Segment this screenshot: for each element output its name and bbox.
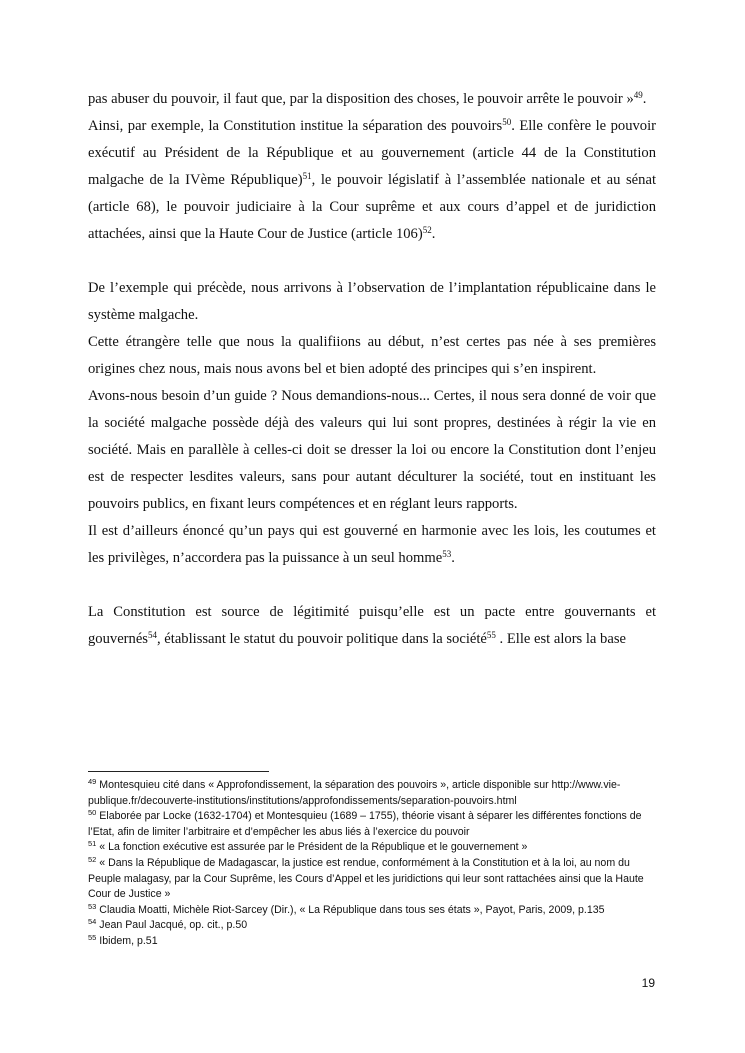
footnote-text: Claudia Moatti, Michèle Riot-Sarcey (Dir.), « La République dans tous ses états », Payot, Paris, 2009, p.135: [96, 903, 605, 916]
text-run: Avons-nous besoin d’un guide ? Nous demandions-nous... Certes, il nous sera donné de voir que la société malgache possède déjà des valeurs qui lui sont propres, destinées à régir la vie en société. Mais en parallèle à celles-ci doit se dresser la loi ou encore la Constitution dont l’enjeu est de respecter lesdites valeurs, sans pour autant déculturer la société, tout en instituant les pouvoirs publics, en fixant leurs compétences et en réglant leurs rapports.: [88, 388, 656, 512]
footnote-text: Ibidem, p.51: [96, 934, 158, 947]
page-number: 19: [641, 976, 655, 990]
text-run: La Constitution est source de légitimité puisqu’elle est un pacte entre gouvernants et gouvernés: [88, 604, 656, 647]
text-run: Cette étrangère telle que nous la qualifiions au début, n’est certes pas née à ses premières origines chez nous, mais nous avons bel et bien adopté des principes qui s’en inspirent.: [88, 334, 656, 377]
paragraph-gap: [88, 572, 656, 599]
footnote-ref[interactable]: 55: [486, 630, 496, 640]
footnote-ref[interactable]: 49: [633, 90, 643, 100]
footnote-ref[interactable]: 54: [147, 630, 157, 640]
paragraph: [88, 518, 656, 572]
footnote-separator: [88, 771, 269, 772]
body-text: [88, 86, 656, 653]
footnote-ref[interactable]: 51: [302, 171, 312, 181]
text-run: . Elle confère le pouvoir exécutif au Président de la République et au gouvernement (article 44 de la Constitution malgache de la IVème République): [88, 118, 657, 188]
paragraph: [88, 383, 656, 518]
text-run: Il est d’ailleurs énoncé qu’un pays qui est gouverné en harmonie avec les lois, les coutumes et les privilèges, n’accordera pas la puissance à un seul homme: [88, 523, 656, 566]
footnote-number: 49: [88, 777, 97, 786]
footnote-ref[interactable]: 50: [502, 117, 512, 127]
footnote-text: « Dans la République de Madagascar, la justice est rendue, conformément à la Constitution et à la loi, au nom du Peuple malagasy, par la Cour Suprême, les Cours d’Appel et les juridictions qui leur sont rattachées ainsi que la Haute Cour de Justice »: [88, 856, 644, 901]
footnote: [88, 918, 658, 934]
paragraph: [88, 329, 656, 383]
footnote: [88, 840, 658, 856]
footnote-number: 54: [88, 917, 97, 927]
text-run: . Elle est alors la base: [495, 631, 626, 647]
text-run: .: [431, 226, 436, 242]
text-run: , le pouvoir législatif à l’assemblée nationale et au sénat (article 68), le pouvoir judiciaire à la Cour suprême et aux cours d’appel et de juridiction attachées, ainsi que la Haute Cour de Justice (article 106): [88, 172, 656, 242]
footnote: [88, 809, 658, 840]
paragraph: [88, 599, 656, 653]
paragraph: [88, 113, 656, 248]
footnote-number: 50: [88, 808, 97, 818]
text-run: .: [451, 550, 455, 566]
text-run: De l’exemple qui précède, nous arrivons à l’observation de l’implantation républicaine dans le système malgache.: [88, 280, 656, 323]
footnotes: [88, 778, 658, 950]
footnote: [88, 856, 658, 903]
footnote-text: Jean Paul Jacqué, op. cit., p.50: [96, 919, 248, 932]
footnote-number: 52: [88, 854, 97, 864]
footnote-ref[interactable]: 53: [442, 549, 452, 559]
footnote-text: Montesquieu cité dans « Approfondissement, la séparation des pouvoirs », article disponible sur http://www.vie-publique.fr/decouverte-institutions/institutions/approfondissements/separation-pouvoirs.html: [88, 779, 621, 807]
paragraph: [88, 275, 656, 329]
footnote-ref[interactable]: 52: [422, 225, 432, 235]
footnote-number: 51: [88, 839, 97, 849]
text-run: Ainsi, par exemple, la Constitution institue la séparation des pouvoirs: [88, 118, 503, 134]
footnote-text: « La fonction exécutive est assurée par le Président de la République et le gouvernement »: [96, 841, 528, 854]
text-run: , établissant le statut du pouvoir politique dans la société: [156, 631, 487, 647]
paragraph-gap: [88, 248, 656, 275]
footnote-number: 53: [88, 901, 97, 911]
footnote: [88, 934, 658, 950]
text-run: pas abuser du pouvoir, il faut que, par la disposition des choses, le pouvoir arrête le pouvoir »: [88, 91, 634, 107]
footnote: [88, 903, 658, 919]
footnote: [88, 778, 658, 809]
footnote-text: Elaborée par Locke (1632-1704) et Montesquieu (1689 – 1755), théorie visant à séparer les différentes fonctions de l’Etat, afin de limiter l’arbitraire et d’empêcher les abus liés à l’exercice du pouvoir: [88, 810, 642, 838]
footnote-number: 55: [88, 932, 97, 942]
paragraph: [88, 86, 656, 113]
text-run: .: [642, 91, 647, 107]
